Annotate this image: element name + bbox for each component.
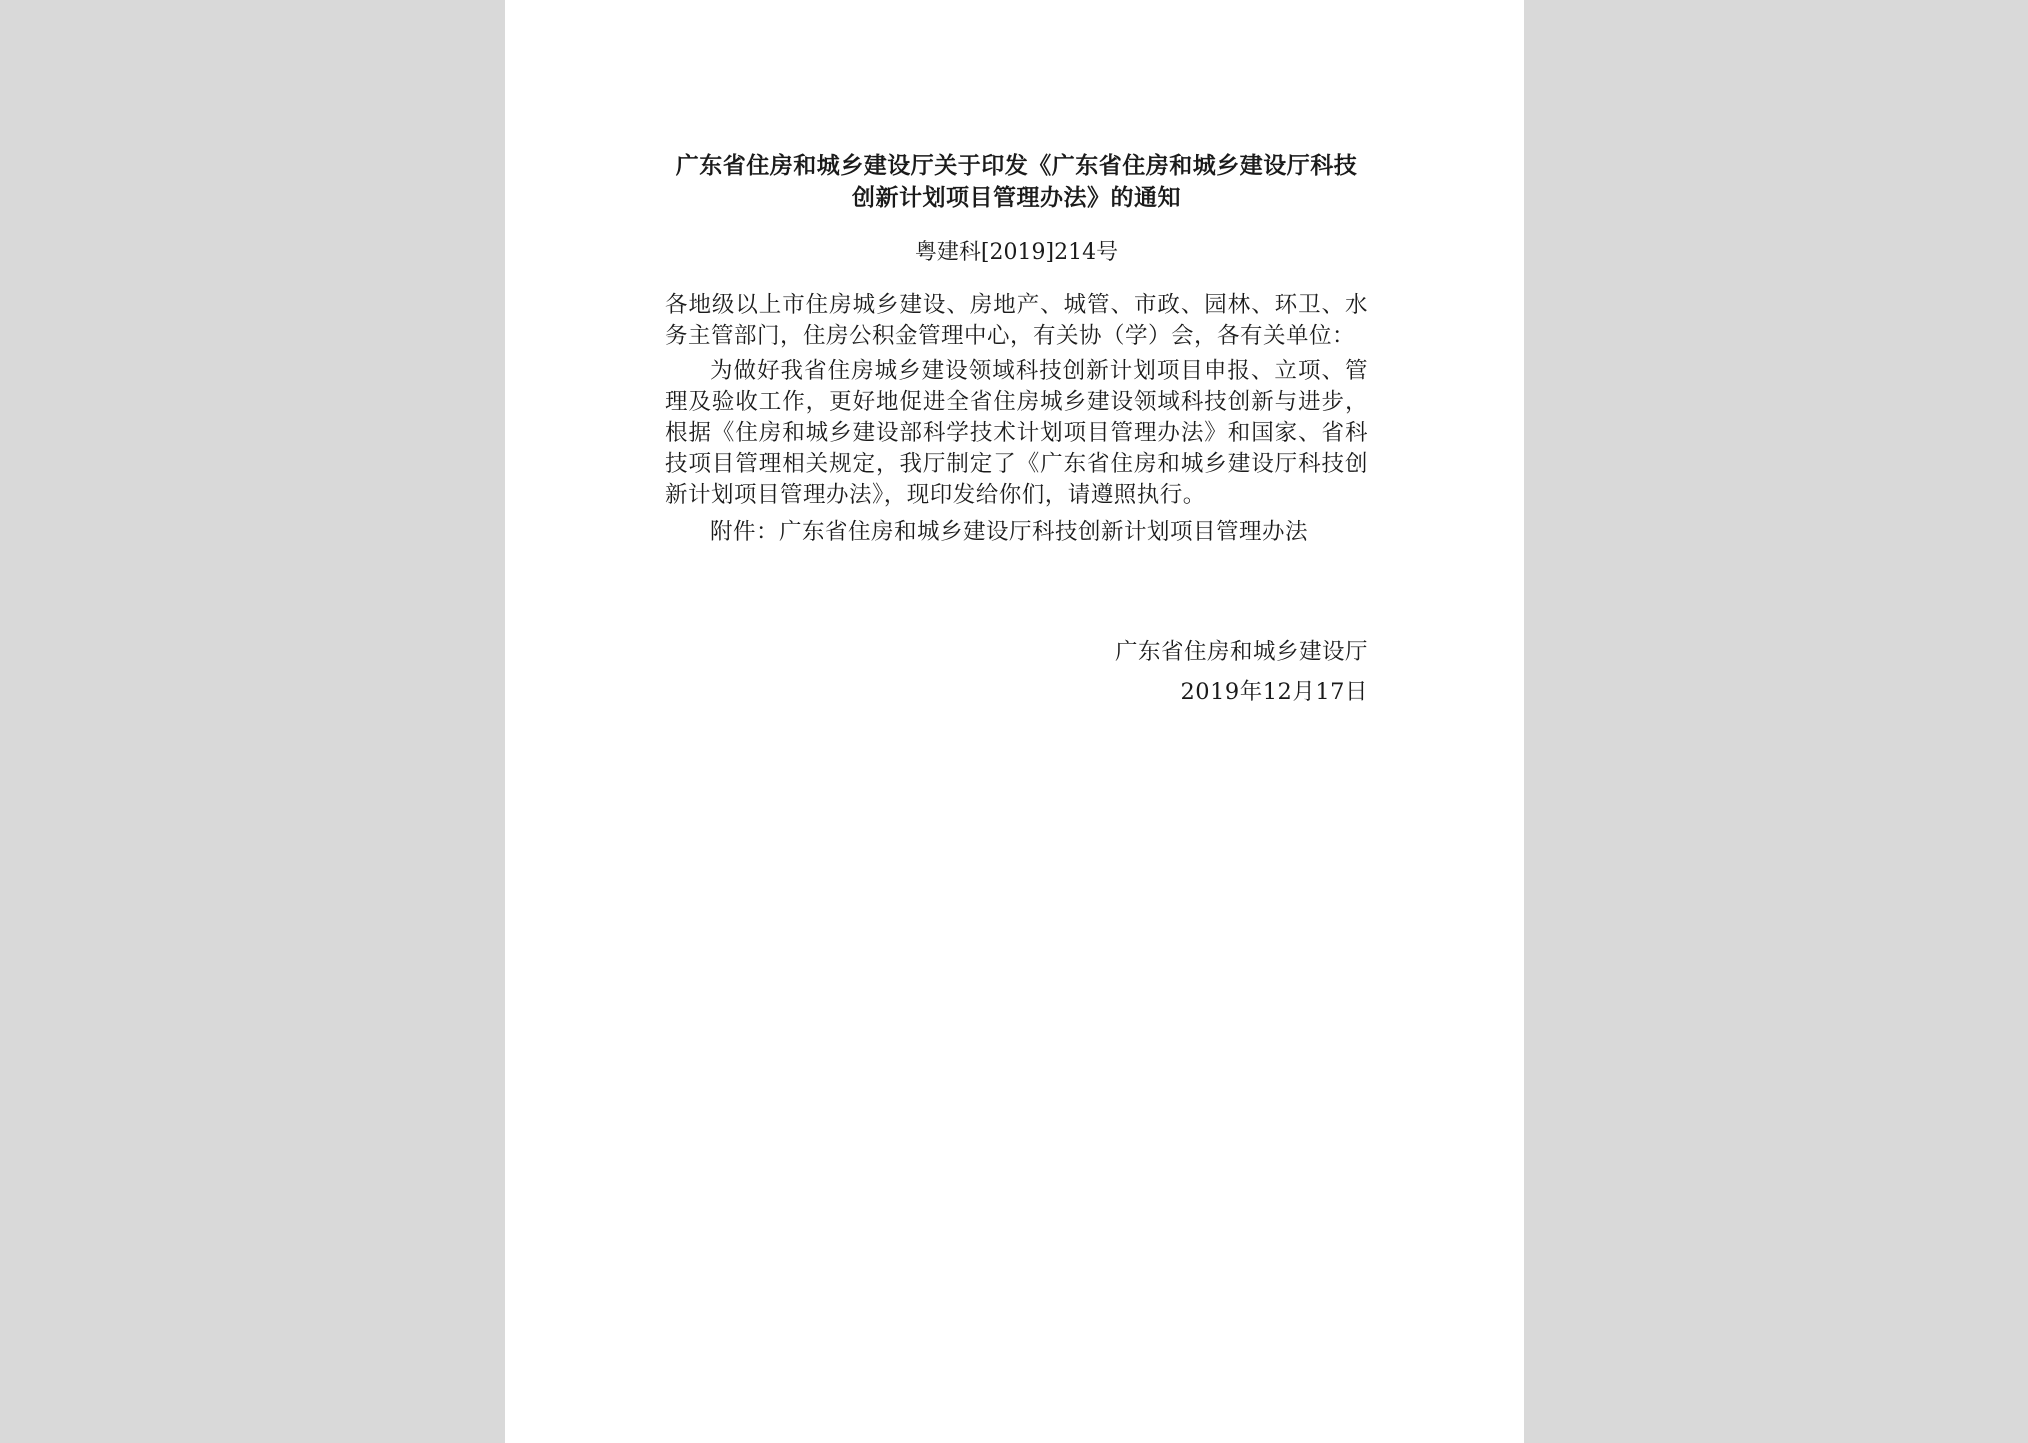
title-line-1: 广东省住房和城乡建设厅关于印发《广东省住房和城乡建设厅科技 — [675, 153, 1358, 179]
attachment-line: 附件：广东省住房和城乡建设厅科技创新计划项目管理办法 — [710, 519, 1309, 545]
issue-date: 2019年12月17日 — [1180, 679, 1368, 705]
signature-block — [665, 632, 1368, 712]
title-line-2: 创新计划项目管理办法》的通知 — [852, 185, 1181, 211]
page-content — [665, 150, 1368, 712]
addressee-paragraph: 各地级以上市住房城乡建设、房地产、城管、市政、园林、环卫、水务主管部门，住房公积金管理中心，有关协（学）会，各有关单位： — [665, 292, 1368, 349]
issuer-name: 广东省住房和城乡建设厅 — [1114, 639, 1368, 665]
document-page — [505, 0, 1524, 1443]
document-number: 粤建科[2019]214号 — [914, 240, 1119, 265]
body-paragraph: 为做好我省住房城乡建设领域科技创新计划项目申报、立项、管理及验收工作，更好地促进全省住房城乡建设领域科技创新与进步，根据《住房和城乡建设部科学技术计划项目管理办法》和国家、省科技项目管理相关规定，我厅制定了《广东省住房和城乡建设厅科技创新计划项目管理办法》，现印发给你们，请遵照执行。 — [665, 358, 1368, 508]
document-title — [665, 150, 1368, 214]
